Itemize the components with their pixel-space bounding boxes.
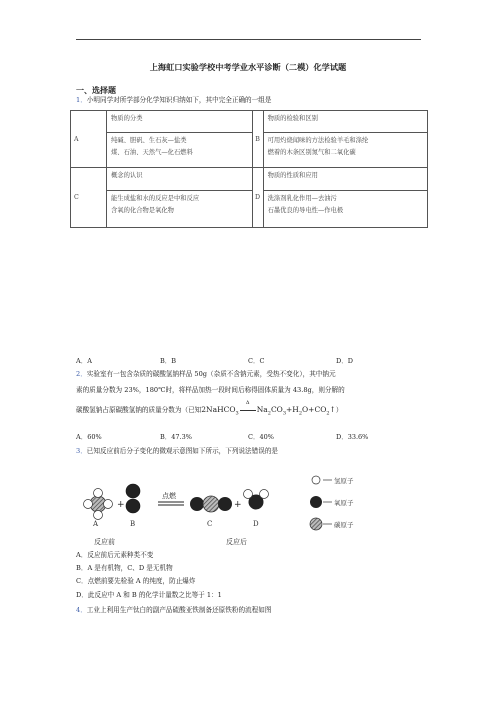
row-label-c: C <box>71 168 107 228</box>
option-d[interactable]: D．此反应中 A 和 B 的化学计量数之比等于 1：1 <box>76 591 222 599</box>
cell-c-head: 概念的认识 <box>107 168 253 190</box>
reaction-formula: 2NaHCO$_3$ Δ $Na_2CO_3+H_2O+CO_2↑$ <box>201 400 336 417</box>
option-b[interactable]: B．B <box>160 357 177 365</box>
question-1-options <box>76 356 416 366</box>
cell-c-body: 能生成盐和水的反应是中和反应 含氧的化合物是氧化物 <box>107 190 253 227</box>
reaction-arrow <box>158 491 184 505</box>
option-c[interactable]: C．C <box>248 357 265 365</box>
question-3-stem: 3．已知反应前后分子变化的微观示意图如下所示，下列说法错误的是 <box>76 447 279 455</box>
legend-carbon: 碳原子 <box>334 521 354 529</box>
question-2-line-3: 碳酸氢钠占原碳酸氢钠的质量分数为（已知2NaHCO$_3$ Δ $Na_2CO_3+H_2O+CO_2↑$） <box>76 400 343 417</box>
caption-before: 反应前 <box>94 538 115 546</box>
plus-sign-2: + <box>234 500 242 510</box>
question-4-stem: 4．工业上利用生产钛白的副产品硫酸亚铁制备还原铁粉的流程如图 <box>76 606 272 614</box>
oxygen-atom-icon <box>310 496 322 508</box>
option-a[interactable]: A．反应前后元素种类不变 <box>76 551 154 559</box>
cell-a-body: 纯碱、胆矾、生石灰—盐类 煤、石油、天然气—化石燃料 <box>107 133 253 168</box>
row-label-b: B <box>252 111 263 168</box>
option-d[interactable]: D．D <box>336 357 353 365</box>
option-b[interactable]: B．47.3% <box>160 433 192 441</box>
option-a[interactable]: A．A <box>76 357 92 365</box>
carbon-atom-icon <box>310 518 322 530</box>
cell-b-body: 可用灼烧闻味的方法检验羊毛和涤纶 燃着的木条区别氮气和二氧化碳 <box>263 133 427 168</box>
label-c: C <box>207 520 213 528</box>
question-1-table <box>70 110 428 228</box>
page-title: 上海虹口实验学校中考学业水平诊断（二模）化学试题 <box>149 62 347 72</box>
cell-b-head: 物质的检验和区别 <box>263 111 427 133</box>
molecule-c <box>190 496 232 512</box>
question-2-line-1: 2．实验室有一包含杂质的碳酸氢钠样品 50g（杂质不含钠元素，受热不变化），其中钠元 <box>76 370 336 378</box>
molecule-d <box>244 490 269 510</box>
row-label-d: D <box>252 168 263 228</box>
label-d: D <box>253 520 259 528</box>
question-2-options <box>76 432 416 442</box>
option-a[interactable]: A．60% <box>76 433 102 441</box>
cell-a-head: 物质的分类 <box>107 111 253 133</box>
svg-text:点燃: 点燃 <box>162 492 176 500</box>
question-2-line-2: 素的质量分数为 23%，180℃时，将样品加热一段时间后称得固体质量为 43.8g，则分解的 <box>76 386 345 394</box>
cell-d-head: 物质的性质和应用 <box>263 168 427 190</box>
label-a: A <box>93 520 99 528</box>
plus-sign: + <box>117 500 125 510</box>
caption-after: 反应后 <box>226 538 247 546</box>
header-rule <box>76 39 421 40</box>
molecule-a <box>84 489 113 520</box>
question-number: 2． <box>76 370 87 378</box>
section-heading: 一、选择题 <box>76 85 116 95</box>
label-b: B <box>130 520 136 528</box>
cell-d-body: 洗涤剂乳化作用—去油污 石墨优良的导电性—作电极 <box>263 190 427 227</box>
question-number: 4． <box>76 606 87 614</box>
legend-oxygen: 氧原子 <box>334 499 354 507</box>
reaction-diagram <box>76 466 376 548</box>
option-d[interactable]: D．33.6% <box>336 433 369 441</box>
question-number: 3． <box>76 447 87 455</box>
legend-hydrogen: 氢原子 <box>334 477 354 485</box>
molecule-b <box>126 484 140 513</box>
legend <box>310 476 354 530</box>
option-c[interactable]: C．点燃前要先检验 A 的纯度，防止爆炸 <box>76 577 196 585</box>
hydrogen-atom-icon <box>312 476 320 484</box>
option-b[interactable]: B．A 是有机物，C、D 是无机物 <box>76 564 173 572</box>
question-number: 1． <box>76 96 87 104</box>
row-label-a: A <box>71 111 107 168</box>
question-1-stem: 1．小明同学对所学部分化学知识归纳如下，其中完全正确的一组是 <box>76 96 272 104</box>
option-c[interactable]: C．40% <box>248 433 274 441</box>
